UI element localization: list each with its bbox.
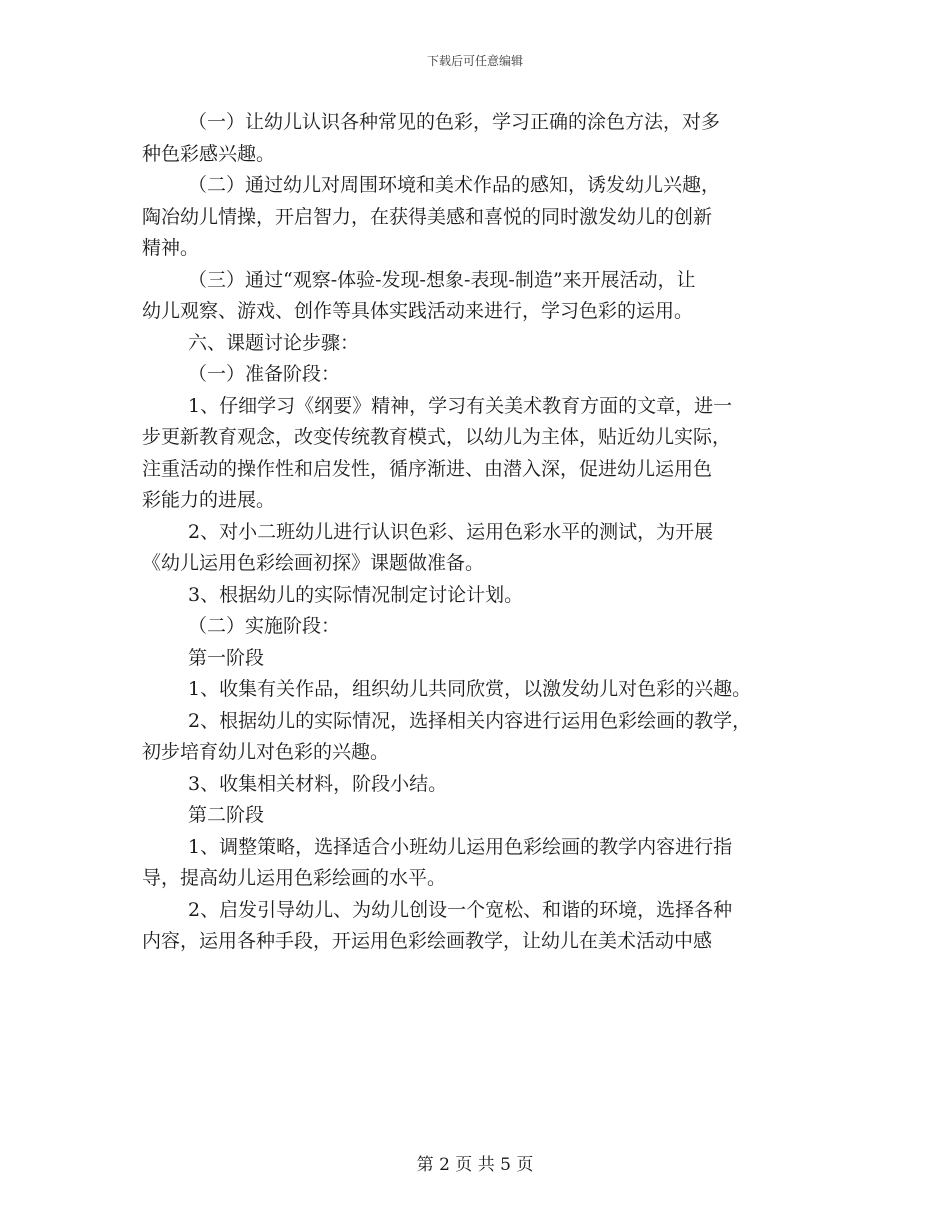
paragraph	[142, 265, 832, 328]
subsection-heading	[142, 611, 832, 643]
paragraph	[142, 391, 832, 517]
paragraph	[142, 769, 832, 801]
text-line: 1、仔细学习《纲要》精神，学习有关美术教育方面的文章，进一	[188, 394, 733, 417]
paragraph	[142, 170, 832, 265]
text-line: 内容，运用各种手段，开运用色彩绘画教学，让幼儿在美术活动中感	[142, 930, 713, 952]
text-line: 步更新教育观念，改变传统教育模式，以幼儿为主体，贴近幼儿实际，	[142, 426, 732, 448]
text-line: 1、调整策略，选择适合小班幼儿运用色彩绘画的教学内容进行指	[188, 835, 733, 858]
section-heading	[142, 328, 832, 360]
paragraph	[142, 832, 832, 895]
text-line: 精神。	[142, 237, 200, 259]
paragraph	[142, 517, 832, 580]
text-line: （一）让幼儿认识各种常见的色彩，学习正确的涂色方法，对多	[188, 111, 721, 133]
text-line: （二）通过幼儿对周围环境和美术作品的感知，诱发幼儿兴趣，	[188, 174, 721, 196]
text-line: 3、收集相关材料，阶段小结。	[188, 772, 448, 795]
text-line: 彩能力的进展。	[142, 489, 276, 511]
text-line: 幼儿观察、游戏、创作等具体实践活动来进行，学习色彩的运用。	[142, 300, 694, 322]
text-line: 初步培育幼儿对色彩的兴趣。	[142, 741, 390, 763]
text-line: 陶冶幼儿情操，开启智力，在获得美感和喜悦的同时激发幼儿的创新	[142, 205, 713, 228]
paragraph	[142, 674, 832, 706]
paragraph	[142, 895, 832, 958]
text-line: 第二阶段	[188, 804, 265, 826]
page-header: 下载后可任意编辑	[426, 54, 523, 68]
text-line: 导，提高幼儿运用色彩绘画的水平。	[142, 867, 447, 889]
text-line: 《幼儿运用色彩绘画初探》课题做准备。	[142, 552, 485, 574]
text-line: 第一阶段	[188, 646, 265, 669]
page-footer: 第 2 页 共 5 页	[416, 1155, 534, 1175]
text-line: 3、根据幼儿的实际情况制定讨论计划。	[188, 583, 524, 606]
text-line: 1、收集有关作品，组织幼儿共同欣赏，以激发幼儿对色彩的兴趣。	[188, 678, 752, 700]
text-line: 种色彩感兴趣。	[142, 142, 276, 165]
text-line: （三）通过“观察-体验-发现-想象-表现-制造”来开展活动，让	[188, 268, 696, 291]
paragraph	[142, 580, 832, 612]
subsection-heading	[142, 359, 832, 391]
text-line: 六、课题讨论步骤：	[188, 331, 360, 354]
text-line: 注重活动的操作性和启发性，循序渐进、由潜入深，促进幼儿运用色	[142, 457, 713, 480]
text-line: 2、对小二班幼儿进行认识色彩、运用色彩水平的测试，为开展	[188, 520, 714, 543]
stage-heading	[142, 800, 832, 832]
stage-heading	[142, 643, 832, 675]
text-line: （一）准备阶段：	[188, 363, 341, 385]
text-line: 2、启发引导幼儿、为幼儿创设一个宽松、和谐的环境，选择各种	[188, 898, 733, 921]
document-body	[142, 107, 832, 958]
text-line: （二）实施阶段：	[188, 615, 341, 637]
paragraph	[142, 706, 832, 769]
paragraph	[142, 107, 832, 170]
text-line: 2、根据幼儿的实际情况，选择相关内容进行运用色彩绘画的教学，	[188, 709, 752, 732]
